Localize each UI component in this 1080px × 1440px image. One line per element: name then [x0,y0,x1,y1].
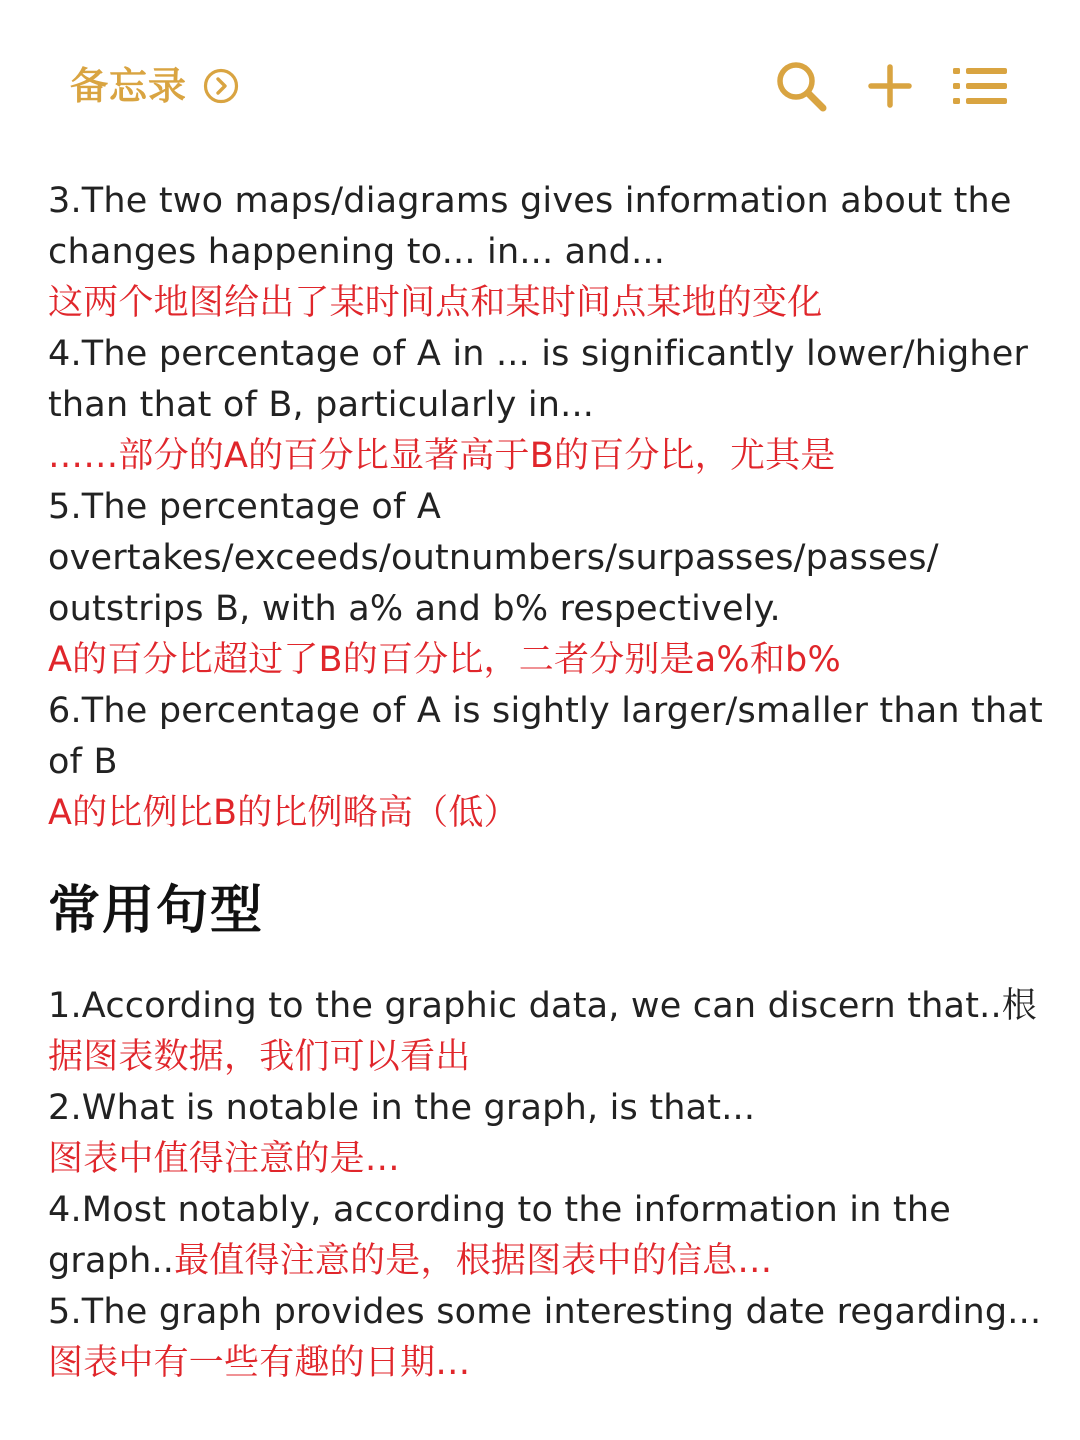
translation-line: 这两个地图给出了某时间点和某时间点某地的变化 [48,283,823,323]
translation-text: 最值得注意的是，根据图表中的信息… [174,1241,773,1281]
top-bar [0,0,1080,170]
note-body[interactable] [48,176,1043,1389]
translation-line: 据图表数据，我们可以看出 [48,1037,471,1077]
note-line: changes happening to... in... and... [48,232,666,272]
translation-line: A的百分比超过了B的百分比，二者分别是a%和b% [48,640,841,680]
notes-title-button[interactable] [70,62,239,110]
note-line: of B [48,742,118,782]
translation-line: A的比例比B的比例略高（低） [48,793,519,833]
note-line: 4.Most notably, according to the information in the [48,1190,951,1230]
note-line: 1.According to the graphic data, we can discern that..根 [48,986,1037,1026]
plus-icon[interactable] [860,58,920,114]
note-line: 2.What is notable in the graph, is that... [48,1088,756,1128]
note-line: overtakes/exceeds/outnumbers/surpasses/passes/ [48,538,939,578]
note-line: 5.The percentage of A [48,487,441,527]
chevron-right-circle-icon [203,68,239,104]
list-icon[interactable] [950,58,1010,114]
note-text: graph.. [48,1241,175,1281]
note-line: than that of B, particularly in... [48,385,595,425]
section-heading: 常用句型 [48,881,265,941]
note-line: 6.The percentage of A is sightly larger/smaller than that [48,691,1043,731]
note-line: 3.The two maps/diagrams gives information about the [48,181,1012,221]
app-title: 备忘录 [70,64,188,108]
note-line: 5.The graph provides some interesting date regarding... [48,1292,1042,1332]
translation-line: ……部分的A的百分比显著高于B的百分比，尤其是 [48,436,836,476]
note-line: outstrips B, with a% and b% respectively. [48,589,781,629]
search-icon[interactable] [772,58,832,114]
translation-line: 图表中值得注意的是… [48,1139,401,1179]
note-line: 4.The percentage of A in ... is significantly lower/higher [48,334,1029,374]
note-line-mixed [48,1236,1038,1287]
translation-line: 图表中有一些有趣的日期… [48,1343,471,1383]
